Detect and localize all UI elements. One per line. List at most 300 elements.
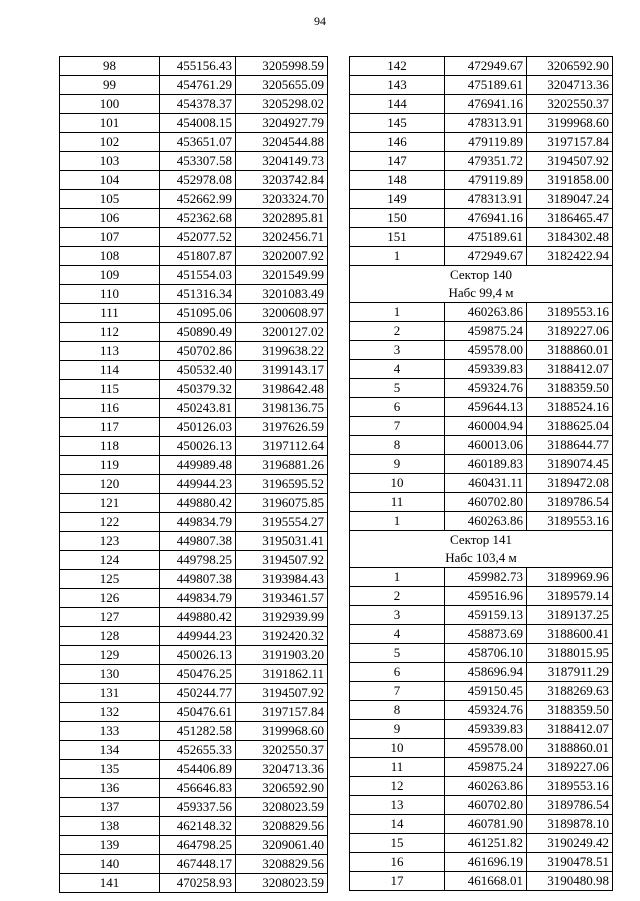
point-number-cell: 141 [60,874,160,893]
x-coordinate-cell: 456646.83 [160,779,236,798]
point-number-cell: 104 [60,171,160,190]
sector-title: Сектор 140 [449,267,512,282]
x-coordinate-cell: 459324.76 [445,379,527,398]
point-number-cell: 135 [60,760,160,779]
point-number-cell: 105 [60,190,160,209]
x-coordinate-cell: 476941.16 [445,209,527,228]
table-row [60,323,328,342]
x-coordinate-cell: 472949.67 [445,57,527,76]
x-coordinate-cell: 449798.25 [160,551,236,570]
y-coordinate-cell: 3203742.84 [236,171,328,190]
point-number-cell: 11 [350,493,445,512]
y-coordinate-cell: 3204713.36 [527,76,613,95]
table-row [350,303,613,322]
table-row [350,76,613,95]
x-coordinate-cell: 459150.45 [445,682,527,701]
sector-header-row [350,531,613,568]
y-coordinate-cell: 3209061.40 [236,836,328,855]
x-coordinate-cell: 479119.89 [445,133,527,152]
y-coordinate-cell: 3199968.60 [236,722,328,741]
x-coordinate-cell: 450702.86 [160,342,236,361]
point-number-cell: 116 [60,399,160,418]
point-number-cell: 130 [60,665,160,684]
table-row [350,644,613,663]
x-coordinate-cell: 451282.58 [160,722,236,741]
x-coordinate-cell: 459159.13 [445,606,527,625]
y-coordinate-cell: 3204544.88 [236,133,328,152]
table-row [60,209,328,228]
x-coordinate-cell: 458696.94 [445,663,527,682]
y-coordinate-cell: 3204927.79 [236,114,328,133]
y-coordinate-cell: 3188269.63 [527,682,613,701]
x-coordinate-cell: 458706.10 [445,644,527,663]
x-coordinate-cell: 460004.94 [445,417,527,436]
table-row [350,57,613,76]
table-row [60,627,328,646]
x-coordinate-cell: 449944.23 [160,475,236,494]
x-coordinate-cell: 460702.80 [445,796,527,815]
point-number-cell: 7 [350,417,445,436]
x-coordinate-cell: 449807.38 [160,532,236,551]
table-row [350,228,613,247]
point-number-cell: 124 [60,551,160,570]
x-coordinate-cell: 450026.13 [160,437,236,456]
y-coordinate-cell: 3205298.02 [236,95,328,114]
table-row [60,798,328,817]
table-row [60,570,328,589]
y-coordinate-cell: 3202456.71 [236,228,328,247]
x-coordinate-cell: 453307.58 [160,152,236,171]
table-row [350,152,613,171]
table-row [60,494,328,513]
y-coordinate-cell: 3208023.59 [236,874,328,893]
x-coordinate-cell: 451554.03 [160,266,236,285]
table-row [60,722,328,741]
y-coordinate-cell: 3204149.73 [236,152,328,171]
point-number-cell: 14 [350,815,445,834]
y-coordinate-cell: 3197626.59 [236,418,328,437]
point-number-cell: 108 [60,247,160,266]
coordinates-table-left [59,56,328,893]
y-coordinate-cell: 3202007.92 [236,247,328,266]
table-row [350,777,613,796]
x-coordinate-cell: 449944.23 [160,627,236,646]
x-coordinate-cell: 475189.61 [445,228,527,247]
y-coordinate-cell: 3199143.17 [236,361,328,380]
y-coordinate-cell: 3199968.60 [527,114,613,133]
point-number-cell: 128 [60,627,160,646]
y-coordinate-cell: 3188359.50 [527,379,613,398]
sector-header [350,266,613,303]
y-coordinate-cell: 3197157.84 [527,133,613,152]
table-row [350,493,613,512]
y-coordinate-cell: 3196075.85 [236,494,328,513]
x-coordinate-cell: 478313.91 [445,190,527,209]
point-number-cell: 103 [60,152,160,171]
y-coordinate-cell: 3184302.48 [527,228,613,247]
x-coordinate-cell: 450476.25 [160,665,236,684]
x-coordinate-cell: 461251.82 [445,834,527,853]
y-coordinate-cell: 3189047.24 [527,190,613,209]
point-number-cell: 134 [60,741,160,760]
point-number-cell: 125 [60,570,160,589]
x-coordinate-cell: 454008.15 [160,114,236,133]
y-coordinate-cell: 3191903.20 [236,646,328,665]
y-coordinate-cell: 3188860.01 [527,739,613,758]
point-number-cell: 1 [350,568,445,587]
point-number-cell: 15 [350,834,445,853]
y-coordinate-cell: 3189553.16 [527,777,613,796]
table-row [60,342,328,361]
y-coordinate-cell: 3199638.22 [236,342,328,361]
x-coordinate-cell: 452978.08 [160,171,236,190]
point-number-cell: 106 [60,209,160,228]
x-coordinate-cell: 460431.11 [445,474,527,493]
y-coordinate-cell: 3193461.57 [236,589,328,608]
point-number-cell: 9 [350,455,445,474]
x-coordinate-cell: 455156.43 [160,57,236,76]
table-row [350,853,613,872]
y-coordinate-cell: 3193984.43 [236,570,328,589]
table-row [350,834,613,853]
point-number-cell: 112 [60,323,160,342]
y-coordinate-cell: 3188412.07 [527,720,613,739]
y-coordinate-cell: 3200127.02 [236,323,328,342]
y-coordinate-cell: 3200608.97 [236,304,328,323]
x-coordinate-cell: 454761.29 [160,76,236,95]
x-coordinate-cell: 459339.83 [445,360,527,379]
y-coordinate-cell: 3198642.48 [236,380,328,399]
y-coordinate-cell: 3194507.92 [236,551,328,570]
y-coordinate-cell: 3188412.07 [527,360,613,379]
y-coordinate-cell: 3194507.92 [236,684,328,703]
y-coordinate-cell: 3195031.41 [236,532,328,551]
y-coordinate-cell: 3188600.41 [527,625,613,644]
x-coordinate-cell: 449989.48 [160,456,236,475]
y-coordinate-cell: 3192939.99 [236,608,328,627]
x-coordinate-cell: 450244.77 [160,684,236,703]
point-number-cell: 144 [350,95,445,114]
point-number-cell: 8 [350,436,445,455]
table-row [60,475,328,494]
x-coordinate-cell: 467448.17 [160,855,236,874]
point-number-cell: 17 [350,872,445,891]
point-number-cell: 5 [350,644,445,663]
y-coordinate-cell: 3187911.29 [527,663,613,682]
y-coordinate-cell: 3205655.09 [236,76,328,95]
sector-elevation: Набс 99,4 м [448,285,514,300]
x-coordinate-cell: 460263.86 [445,512,527,531]
x-coordinate-cell: 452662.99 [160,190,236,209]
x-coordinate-cell: 450379.32 [160,380,236,399]
point-number-cell: 11 [350,758,445,777]
point-number-cell: 4 [350,360,445,379]
point-number-cell: 149 [350,190,445,209]
y-coordinate-cell: 3194507.92 [527,152,613,171]
table-row [60,684,328,703]
y-coordinate-cell: 3189553.16 [527,512,613,531]
y-coordinate-cell: 3201549.99 [236,266,328,285]
x-coordinate-cell: 451807.87 [160,247,236,266]
point-number-cell: 117 [60,418,160,437]
y-coordinate-cell: 3202895.81 [236,209,328,228]
x-coordinate-cell: 460781.90 [445,815,527,834]
point-number-cell: 129 [60,646,160,665]
sector-title: Сектор 141 [449,532,512,547]
point-number-cell: 133 [60,722,160,741]
point-number-cell: 99 [60,76,160,95]
y-coordinate-cell: 3189878.10 [527,815,613,834]
y-coordinate-cell: 3197157.84 [236,703,328,722]
y-coordinate-cell: 3188625.04 [527,417,613,436]
table-row [350,568,613,587]
x-coordinate-cell: 449880.42 [160,494,236,513]
x-coordinate-cell: 461668.01 [445,872,527,891]
point-number-cell: 8 [350,701,445,720]
point-number-cell: 147 [350,152,445,171]
sector-elevation: Набс 103,4 м [445,550,517,565]
y-coordinate-cell: 3190480.98 [527,872,613,891]
y-coordinate-cell: 3186465.47 [527,209,613,228]
x-coordinate-cell: 460263.86 [445,777,527,796]
table-row [60,437,328,456]
point-number-cell: 113 [60,342,160,361]
table-row [60,665,328,684]
y-coordinate-cell: 3189472.08 [527,474,613,493]
table-row [350,360,613,379]
table-row [60,703,328,722]
table-row [60,152,328,171]
table-row [60,285,328,304]
x-coordinate-cell: 454378.37 [160,95,236,114]
y-coordinate-cell: 3201083.49 [236,285,328,304]
table-row [60,817,328,836]
table-row [350,758,613,777]
table-row [60,171,328,190]
y-coordinate-cell: 3182422.94 [527,247,613,266]
table-row [60,95,328,114]
table-row [350,95,613,114]
table-row [350,436,613,455]
y-coordinate-cell: 3206592.90 [236,779,328,798]
y-coordinate-cell: 3189969.96 [527,568,613,587]
y-coordinate-cell: 3188860.01 [527,341,613,360]
x-coordinate-cell: 449834.79 [160,589,236,608]
point-number-cell: 146 [350,133,445,152]
point-number-cell: 102 [60,133,160,152]
table-row [60,133,328,152]
point-number-cell: 118 [60,437,160,456]
table-row [350,190,613,209]
y-coordinate-cell: 3196881.26 [236,456,328,475]
y-coordinate-cell: 3192420.32 [236,627,328,646]
table-row [60,114,328,133]
table-row [60,57,328,76]
table-row [60,608,328,627]
point-number-cell: 151 [350,228,445,247]
point-number-cell: 7 [350,682,445,701]
table-row [60,874,328,893]
point-number-cell: 98 [60,57,160,76]
point-number-cell: 3 [350,606,445,625]
table-row [60,76,328,95]
x-coordinate-cell: 450476.61 [160,703,236,722]
table-row [350,379,613,398]
y-coordinate-cell: 3190249.42 [527,834,613,853]
point-number-cell: 6 [350,663,445,682]
x-coordinate-cell: 459644.13 [445,398,527,417]
table-row [350,663,613,682]
point-number-cell: 109 [60,266,160,285]
x-coordinate-cell: 459578.00 [445,341,527,360]
point-number-cell: 101 [60,114,160,133]
y-coordinate-cell: 3204713.36 [236,760,328,779]
table-row [60,304,328,323]
x-coordinate-cell: 460189.83 [445,455,527,474]
y-coordinate-cell: 3202550.37 [527,95,613,114]
point-number-cell: 1 [350,512,445,531]
point-number-cell: 16 [350,853,445,872]
point-number-cell: 142 [350,57,445,76]
y-coordinate-cell: 3188015.95 [527,644,613,663]
x-coordinate-cell: 459337.56 [160,798,236,817]
table-row [350,796,613,815]
y-coordinate-cell: 3189786.54 [527,493,613,512]
y-coordinate-cell: 3189227.06 [527,758,613,777]
y-coordinate-cell: 3189579.14 [527,587,613,606]
x-coordinate-cell: 451316.34 [160,285,236,304]
point-number-cell: 110 [60,285,160,304]
table-row [350,247,613,266]
table-row [350,872,613,891]
table-row [350,455,613,474]
point-number-cell: 114 [60,361,160,380]
point-number-cell: 127 [60,608,160,627]
table-row [60,456,328,475]
y-coordinate-cell: 3202550.37 [236,741,328,760]
table-row [60,247,328,266]
table-row [350,625,613,644]
table-row [60,228,328,247]
point-number-cell: 119 [60,456,160,475]
x-coordinate-cell: 453651.07 [160,133,236,152]
x-coordinate-cell: 464798.25 [160,836,236,855]
table-row [350,606,613,625]
table-row [60,855,328,874]
point-number-cell: 6 [350,398,445,417]
table-row [350,815,613,834]
table-row [350,341,613,360]
point-number-cell: 2 [350,322,445,341]
table-row [60,380,328,399]
x-coordinate-cell: 472949.67 [445,247,527,266]
page-number: 94 [314,14,326,28]
x-coordinate-cell: 450890.49 [160,323,236,342]
point-number-cell: 1 [350,247,445,266]
y-coordinate-cell: 3191858.00 [527,171,613,190]
x-coordinate-cell: 459324.76 [445,701,527,720]
y-coordinate-cell: 3189786.54 [527,796,613,815]
point-number-cell: 2 [350,587,445,606]
table-row [350,587,613,606]
y-coordinate-cell: 3196595.52 [236,475,328,494]
y-coordinate-cell: 3195554.27 [236,513,328,532]
point-number-cell: 107 [60,228,160,247]
x-coordinate-cell: 451095.06 [160,304,236,323]
point-number-cell: 143 [350,76,445,95]
x-coordinate-cell: 449880.42 [160,608,236,627]
x-coordinate-cell: 478313.91 [445,114,527,133]
point-number-cell: 10 [350,474,445,493]
y-coordinate-cell: 3190478.51 [527,853,613,872]
table-row [60,551,328,570]
table-row [350,133,613,152]
point-number-cell: 100 [60,95,160,114]
x-coordinate-cell: 462148.32 [160,817,236,836]
y-coordinate-cell: 3191862.11 [236,665,328,684]
y-coordinate-cell: 3208023.59 [236,798,328,817]
y-coordinate-cell: 3205998.59 [236,57,328,76]
point-number-cell: 121 [60,494,160,513]
y-coordinate-cell: 3188524.16 [527,398,613,417]
point-number-cell: 132 [60,703,160,722]
point-number-cell: 150 [350,209,445,228]
y-coordinate-cell: 3189553.16 [527,303,613,322]
point-number-cell: 13 [350,796,445,815]
table-row [60,361,328,380]
x-coordinate-cell: 459875.24 [445,758,527,777]
point-number-cell: 148 [350,171,445,190]
point-number-cell: 9 [350,720,445,739]
point-number-cell: 111 [60,304,160,323]
point-number-cell: 120 [60,475,160,494]
y-coordinate-cell: 3189227.06 [527,322,613,341]
x-coordinate-cell: 460013.06 [445,436,527,455]
coordinates-table-right [349,56,613,891]
table-row [350,322,613,341]
point-number-cell: 137 [60,798,160,817]
x-coordinate-cell: 452077.52 [160,228,236,247]
point-number-cell: 131 [60,684,160,703]
table-row [60,266,328,285]
x-coordinate-cell: 460263.86 [445,303,527,322]
table-row [350,701,613,720]
x-coordinate-cell: 450126.03 [160,418,236,437]
y-coordinate-cell: 3188359.50 [527,701,613,720]
x-coordinate-cell: 475189.61 [445,76,527,95]
x-coordinate-cell: 450026.13 [160,646,236,665]
x-coordinate-cell: 461696.19 [445,853,527,872]
point-number-cell: 5 [350,379,445,398]
x-coordinate-cell: 470258.93 [160,874,236,893]
table-row [350,512,613,531]
table-row [60,779,328,798]
table-row [350,720,613,739]
y-coordinate-cell: 3189074.45 [527,455,613,474]
table-row [60,836,328,855]
table-row [60,418,328,437]
x-coordinate-cell: 452362.68 [160,209,236,228]
table-row [350,398,613,417]
table-row [350,682,613,701]
x-coordinate-cell: 450243.81 [160,399,236,418]
point-number-cell: 126 [60,589,160,608]
point-number-cell: 115 [60,380,160,399]
y-coordinate-cell: 3206592.90 [527,57,613,76]
table-row [60,741,328,760]
x-coordinate-cell: 479119.89 [445,171,527,190]
table-row [350,474,613,493]
